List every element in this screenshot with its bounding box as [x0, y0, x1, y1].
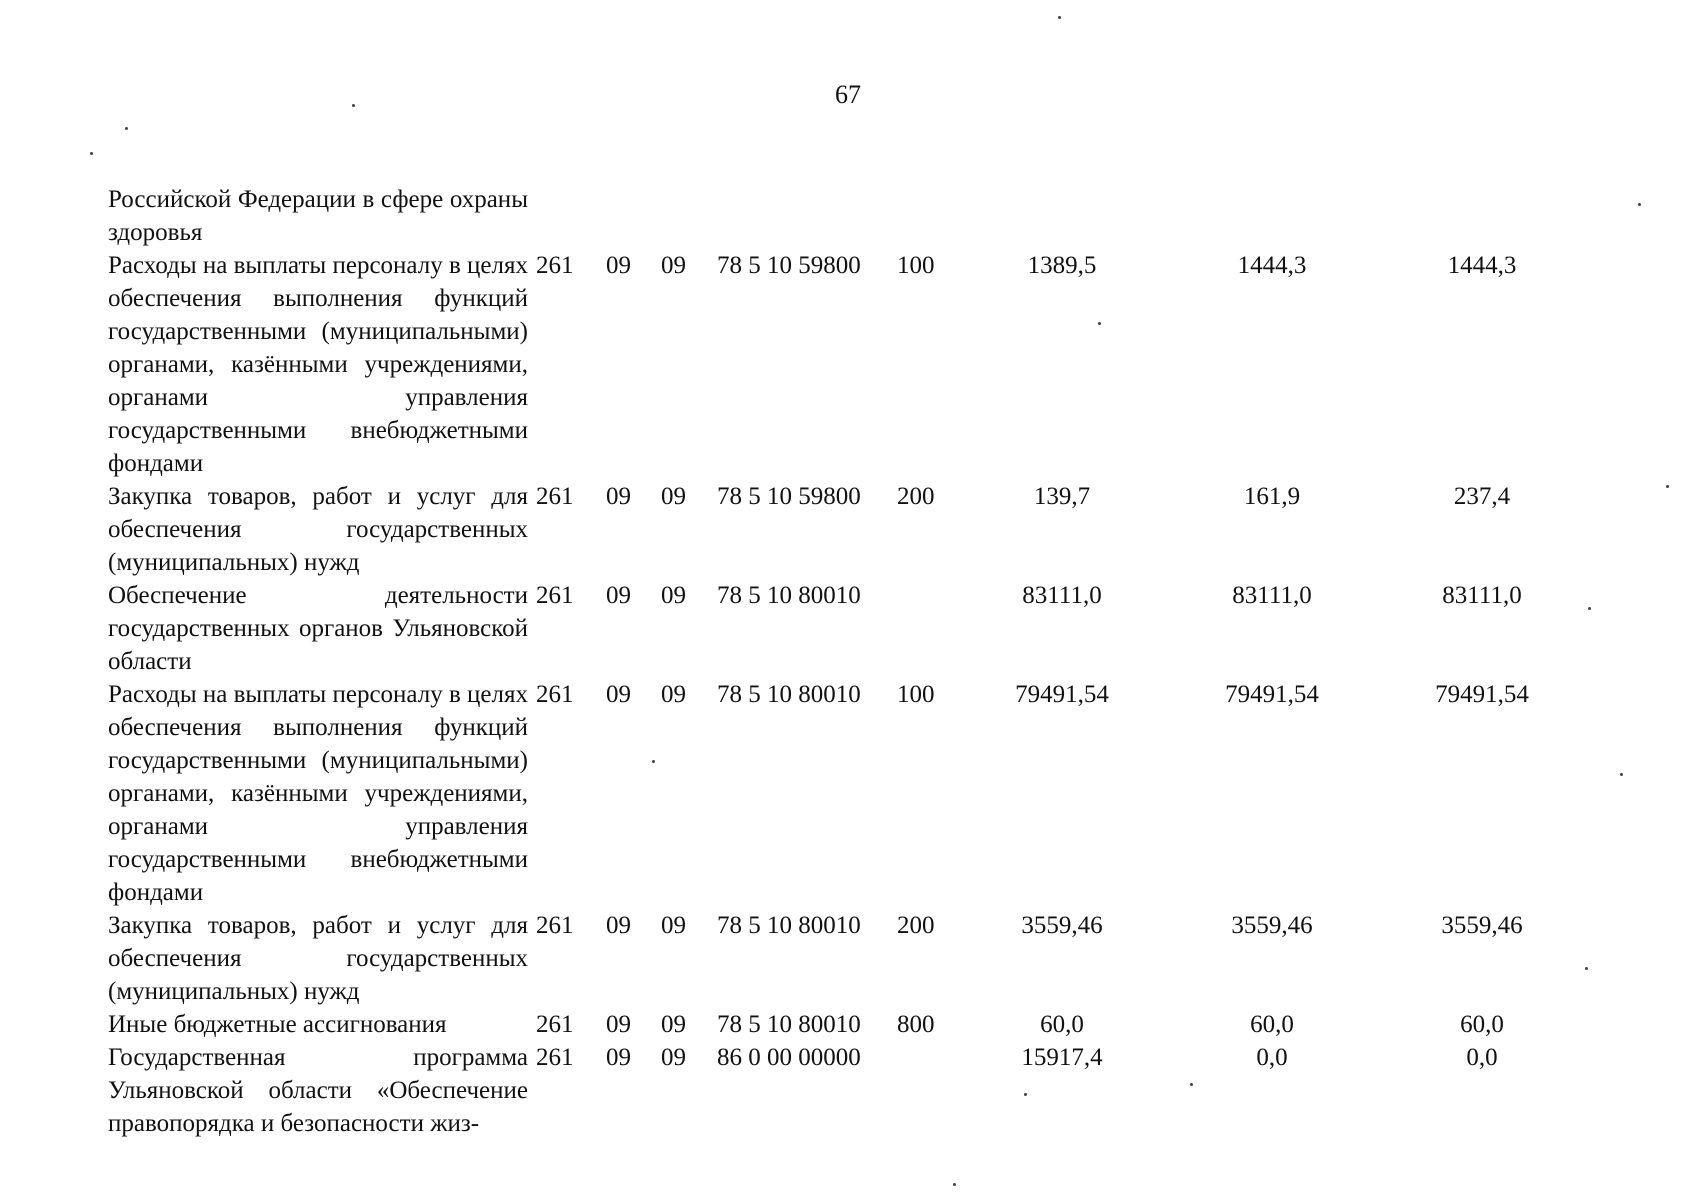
amount-year-2: 1444,3	[1237, 252, 1307, 279]
scan-speck	[1098, 322, 1101, 325]
amount-year-2: 83111,0	[1232, 582, 1312, 609]
section-code: 09	[606, 483, 631, 510]
table-row	[108, 909, 1587, 1008]
section-code: 09	[606, 1044, 631, 1071]
expense-type-code: 100	[897, 252, 935, 279]
expense-type-code: 800	[897, 1011, 935, 1038]
amount-year-3: 83111,0	[1442, 582, 1522, 609]
subsection-code: 09	[661, 681, 686, 708]
table-row	[108, 249, 1587, 480]
scan-speck	[652, 760, 655, 763]
grbs-code: 261	[536, 483, 574, 510]
scan-speck	[1666, 485, 1669, 488]
scan-speck	[90, 152, 93, 155]
budget-table	[108, 183, 1587, 1140]
table-row	[108, 183, 1587, 249]
subsection-code: 09	[661, 1044, 686, 1071]
row-description: Государственная программа Ульяновской области «Обеспечение правопорядка и безопасности жиз-	[108, 1044, 528, 1137]
grbs-code: 261	[536, 582, 574, 609]
amount-year-3: 79491,54	[1435, 681, 1529, 708]
scan-speck	[1058, 16, 1061, 19]
grbs-code: 261	[536, 1044, 574, 1071]
scan-speck	[1638, 203, 1641, 206]
target-article-code: 78 5 10 59800	[717, 483, 861, 510]
scan-speck	[1585, 967, 1588, 970]
row-description: Расходы на выплаты персоналу в целях обеспечения выполнения функций государственными (муниципальными) органами, казёнными учреждениями, органами управления государственными внебюджетными фондами	[108, 681, 528, 906]
amount-year-3: 1444,3	[1447, 252, 1517, 279]
subsection-code: 09	[661, 1011, 686, 1038]
amount-year-1: 139,7	[1033, 483, 1091, 510]
expense-type-code: 100	[897, 681, 935, 708]
row-description: Иные бюджетные ассигнования	[108, 1011, 447, 1038]
amount-year-3: 0,0	[1466, 1044, 1498, 1071]
table-row	[108, 579, 1587, 678]
subsection-code: 09	[661, 912, 686, 939]
amount-year-1: 15917,4	[1021, 1044, 1103, 1071]
row-description: Обеспечение деятельности государственных органов Ульяновской области	[108, 582, 528, 675]
section-code: 09	[606, 681, 631, 708]
row-description: Закупка товаров, работ и услуг для обеспечения государственных (муниципальных) нужд	[108, 912, 528, 1005]
subsection-code: 09	[661, 252, 686, 279]
row-description: Расходы на выплаты персоналу в целях обеспечения выполнения функций государственными (муниципальными) органами, казёнными учреждениями, органами управления государственными внебюджетными фондами	[108, 252, 528, 477]
grbs-code: 261	[536, 681, 574, 708]
page-number: 67	[835, 80, 861, 109]
target-article-code: 78 5 10 80010	[717, 681, 861, 708]
amount-year-2: 60,0	[1250, 1011, 1294, 1038]
expense-type-code: 200	[897, 912, 935, 939]
amount-year-1: 3559,46	[1021, 912, 1103, 939]
amount-year-1: 79491,54	[1015, 681, 1109, 708]
grbs-code: 261	[536, 1011, 574, 1038]
scan-speck	[352, 104, 355, 107]
scan-speck	[125, 127, 128, 130]
target-article-code: 78 5 10 59800	[717, 252, 861, 279]
amount-year-1: 83111,0	[1022, 582, 1102, 609]
amount-year-1: 1389,5	[1027, 252, 1097, 279]
scan-speck	[1190, 1083, 1193, 1086]
table-row	[108, 1008, 1587, 1041]
scan-speck	[953, 1183, 956, 1186]
scan-speck	[1620, 773, 1623, 776]
row-description: Закупка товаров, работ и услуг для обеспечения государственных (муниципальных) нужд	[108, 483, 528, 576]
grbs-code: 261	[536, 912, 574, 939]
amount-year-2: 3559,46	[1231, 912, 1313, 939]
target-article-code: 86 0 00 00000	[717, 1044, 861, 1071]
amount-year-2: 161,9	[1243, 483, 1301, 510]
section-code: 09	[606, 1011, 631, 1038]
target-article-code: 78 5 10 80010	[717, 912, 861, 939]
grbs-code: 261	[536, 252, 574, 279]
table-row	[108, 678, 1587, 909]
scan-speck	[1588, 607, 1591, 610]
subsection-code: 09	[661, 582, 686, 609]
target-article-code: 78 5 10 80010	[717, 582, 861, 609]
amount-year-3: 60,0	[1460, 1011, 1504, 1038]
amount-year-3: 3559,46	[1441, 912, 1523, 939]
amount-year-2: 79491,54	[1225, 681, 1319, 708]
section-code: 09	[606, 582, 631, 609]
section-code: 09	[606, 252, 631, 279]
table-row	[108, 1041, 1587, 1140]
scan-speck	[1024, 1093, 1027, 1096]
amount-year-2: 0,0	[1256, 1044, 1288, 1071]
amount-year-1: 60,0	[1040, 1011, 1084, 1038]
section-code: 09	[606, 912, 631, 939]
amount-year-3: 237,4	[1453, 483, 1511, 510]
table-row	[108, 480, 1587, 579]
expense-type-code: 200	[897, 483, 935, 510]
target-article-code: 78 5 10 80010	[717, 1011, 861, 1038]
subsection-code: 09	[661, 483, 686, 510]
row-description: Российской Федерации в сфере охраны здоровья	[108, 186, 528, 246]
